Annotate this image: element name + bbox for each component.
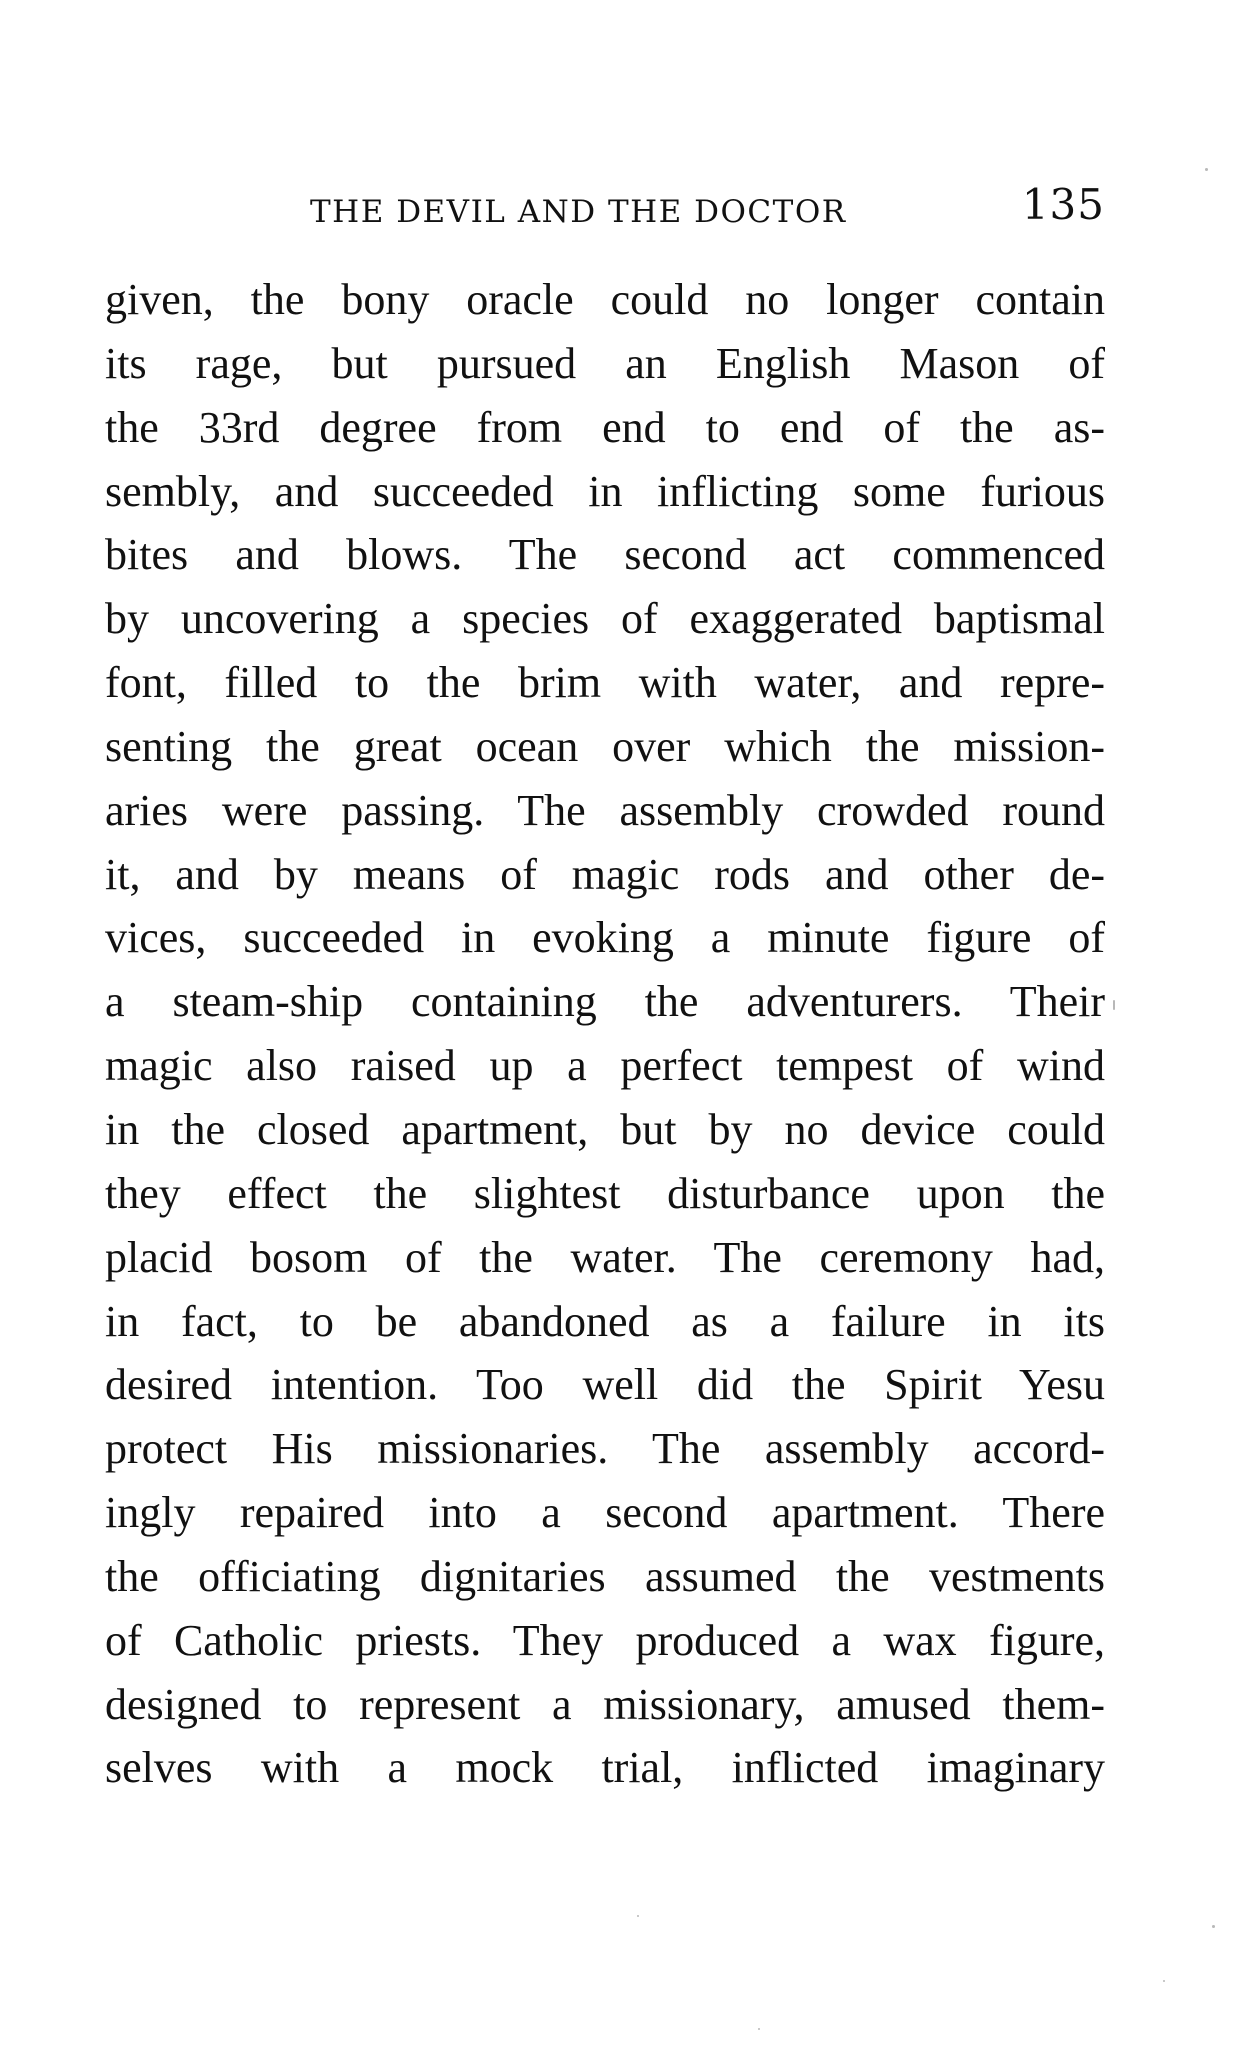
paper-speck <box>1212 1925 1215 1928</box>
text-line: ingly repaired into a second apartment. There <box>105 1488 1105 1538</box>
page-header <box>105 180 1105 240</box>
text-line: of Catholic priests. They produced a wax figure, <box>105 1615 1105 1665</box>
text-line: selves with a mock trial, inflicted imaginary <box>105 1743 1105 1793</box>
text-line: it, and by means of magic rods and other de- <box>105 849 1105 899</box>
text-line: magic also raised up a perfect tempest of wind <box>105 1041 1105 1091</box>
text-line: in fact, to be abandoned as a failure in its <box>105 1296 1105 1346</box>
paper-speck <box>1205 168 1208 171</box>
text-line: placid bosom of the water. The ceremony had, <box>105 1232 1105 1282</box>
text-line: bites and blows. The second act commenced <box>105 530 1105 580</box>
text-line: the 33rd degree from end to end of the as- <box>105 402 1105 452</box>
text-line: its rage, but pursued an English Mason of <box>105 338 1105 388</box>
text-line: a steam-ship containing the adventurers. Their <box>105 977 1105 1027</box>
text-line: desired intention. Too well did the Spirit Yesu <box>105 1360 1105 1410</box>
page-number: 135 <box>1021 180 1105 229</box>
paper-speck <box>1163 1980 1165 1982</box>
text-line: the officiating dignitaries assumed the vestments <box>105 1551 1105 1601</box>
text-line: given, the bony oracle could no longer contain <box>105 275 1105 324</box>
text-line: protect His missionaries. The assembly accord- <box>105 1424 1105 1474</box>
paper-speck <box>637 1915 639 1917</box>
text-line: designed to represent a missionary, amused them- <box>105 1679 1105 1729</box>
text-line: in the closed apartment, but by no device could <box>105 1104 1105 1154</box>
text-line: they effect the slightest disturbance upon the <box>105 1168 1105 1218</box>
text-line: senting the great ocean over which the mission- <box>105 721 1105 771</box>
text-line: by uncovering a species of exaggerated baptismal <box>105 594 1105 644</box>
running-title: THE DEVIL AND THE DOCTOR <box>310 194 847 230</box>
text-line: aries were passing. The assembly crowded round <box>105 785 1105 835</box>
text-line: font, filled to the brim with water, and repre- <box>105 658 1105 708</box>
paper-speck <box>1113 1000 1115 1010</box>
text-line: sembly, and succeeded in inflicting some furious <box>105 466 1105 516</box>
text-line: vices, succeeded in evoking a minute figure of <box>105 913 1105 963</box>
paper-speck <box>758 2028 760 2030</box>
body-text <box>105 268 1105 1800</box>
